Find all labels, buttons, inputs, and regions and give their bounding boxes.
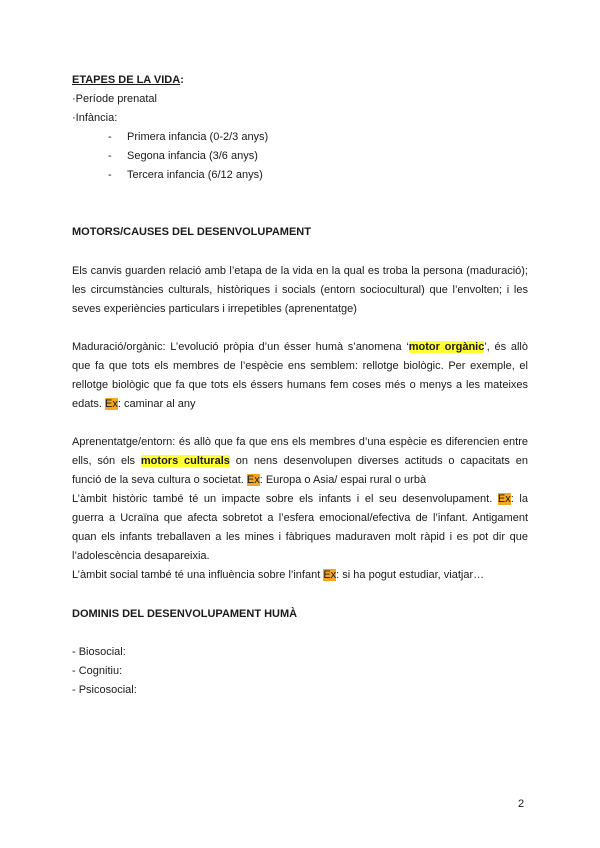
sub-item-dash: - xyxy=(108,131,112,143)
paragraph-aprenentatge-line: ells, són els motors culturals on nens desenvolupen diverses actituds o capacitats en xyxy=(72,455,529,467)
list-item-infancia: ·Infància: xyxy=(72,112,118,124)
paragraph-maduracio-line: que fa que tots els membres de l’espècie ens semblem: rellotge biològic. Per exemple, el xyxy=(72,360,528,372)
page-number: 2 xyxy=(518,798,525,810)
sub-item-segona-infancia: Segona infancia (3/6 anys) xyxy=(127,150,258,162)
domain-item-biosocial: - Biosocial: xyxy=(72,646,126,658)
sub-item-tercera-infancia: Tercera infancia (6/12 anys) xyxy=(127,169,263,181)
paragraph-intro-line: les circumstàncies culturals, històriques i socials (entorn sociocultural) que l’envolten; i les xyxy=(72,284,528,296)
paragraph-historic-line: l’adolescència desapareixia. xyxy=(72,550,210,562)
sub-item-dash: - xyxy=(108,169,112,181)
list-item-prenatal: ·Període prenatal xyxy=(72,93,157,105)
paragraph-intro-line: Els canvis guarden relació amb l’etapa de la vida en la qual es troba la persona (maduració); xyxy=(72,265,528,277)
paragraph-intro-line: seves experiències particulars i irrepetibles (aprenentatge) xyxy=(72,303,357,315)
domain-item-cognitiu: - Cognitiu: xyxy=(72,665,123,677)
paragraph-aprenentatge-line: funció de la seva cultura o societat. Ex: Europa o Asia/ espai rural o urbà xyxy=(72,474,427,486)
sub-item-dash: - xyxy=(108,150,112,162)
section-title-motors: MOTORS/CAUSES DEL DESENVOLUPAMENT xyxy=(72,226,311,238)
paragraph-historic-line: L’àmbit històric també té un impacte sobre els infants i el seu desenvolupament. Ex: la xyxy=(72,493,528,505)
highlight-motors-culturals: motors culturals xyxy=(140,455,230,467)
paragraph-social-line: L’àmbit social també té una influència sobre l’infant Ex: si ha pogut estudiar, viatjar… xyxy=(72,569,485,581)
highlight-ex: Ex xyxy=(246,474,260,486)
highlight-ex: Ex xyxy=(105,398,118,410)
highlight-ex: Ex xyxy=(323,569,337,581)
paragraph-maduracio-line: Maduració/orgànic: L’evolució pròpia d’un ésser humà s’anomena ‘motor orgànic’, és allò xyxy=(72,341,528,353)
section-title-dominis: DOMINIS DEL DESENVOLUPAMENT HUMÀ xyxy=(72,608,298,620)
sub-item-primera-infancia: Primera infancia (0-2/3 anys) xyxy=(127,131,269,143)
highlight-motor-organic: motor orgànic xyxy=(408,341,485,353)
paragraph-historic-line: quan els infants treballaven a les mines i fàbriques maduraven molt ràpid i es pot dir que xyxy=(72,531,528,543)
section-title-etapes: ETAPES DE LA VIDA: xyxy=(72,74,184,86)
paragraph-aprenentatge-line: Aprenentatge/entorn: és allò que fa que ens els membres d’una espècie es diferencien entre xyxy=(72,436,528,448)
paragraph-historic-line: guerra a Ucraïna que afecta sobretot a l’esfera emocional/efectiva de l’infant. Antigament xyxy=(72,512,528,524)
highlight-ex: Ex xyxy=(497,493,511,505)
domain-item-psicosocial: - Psicosocial: xyxy=(72,684,137,696)
paragraph-maduracio-line: edats. Ex: caminar al any xyxy=(72,398,196,410)
paragraph-maduracio-line: rellotge biològic que fa que tots els éssers humans fem coses més o menys a les mateixes xyxy=(72,379,528,391)
